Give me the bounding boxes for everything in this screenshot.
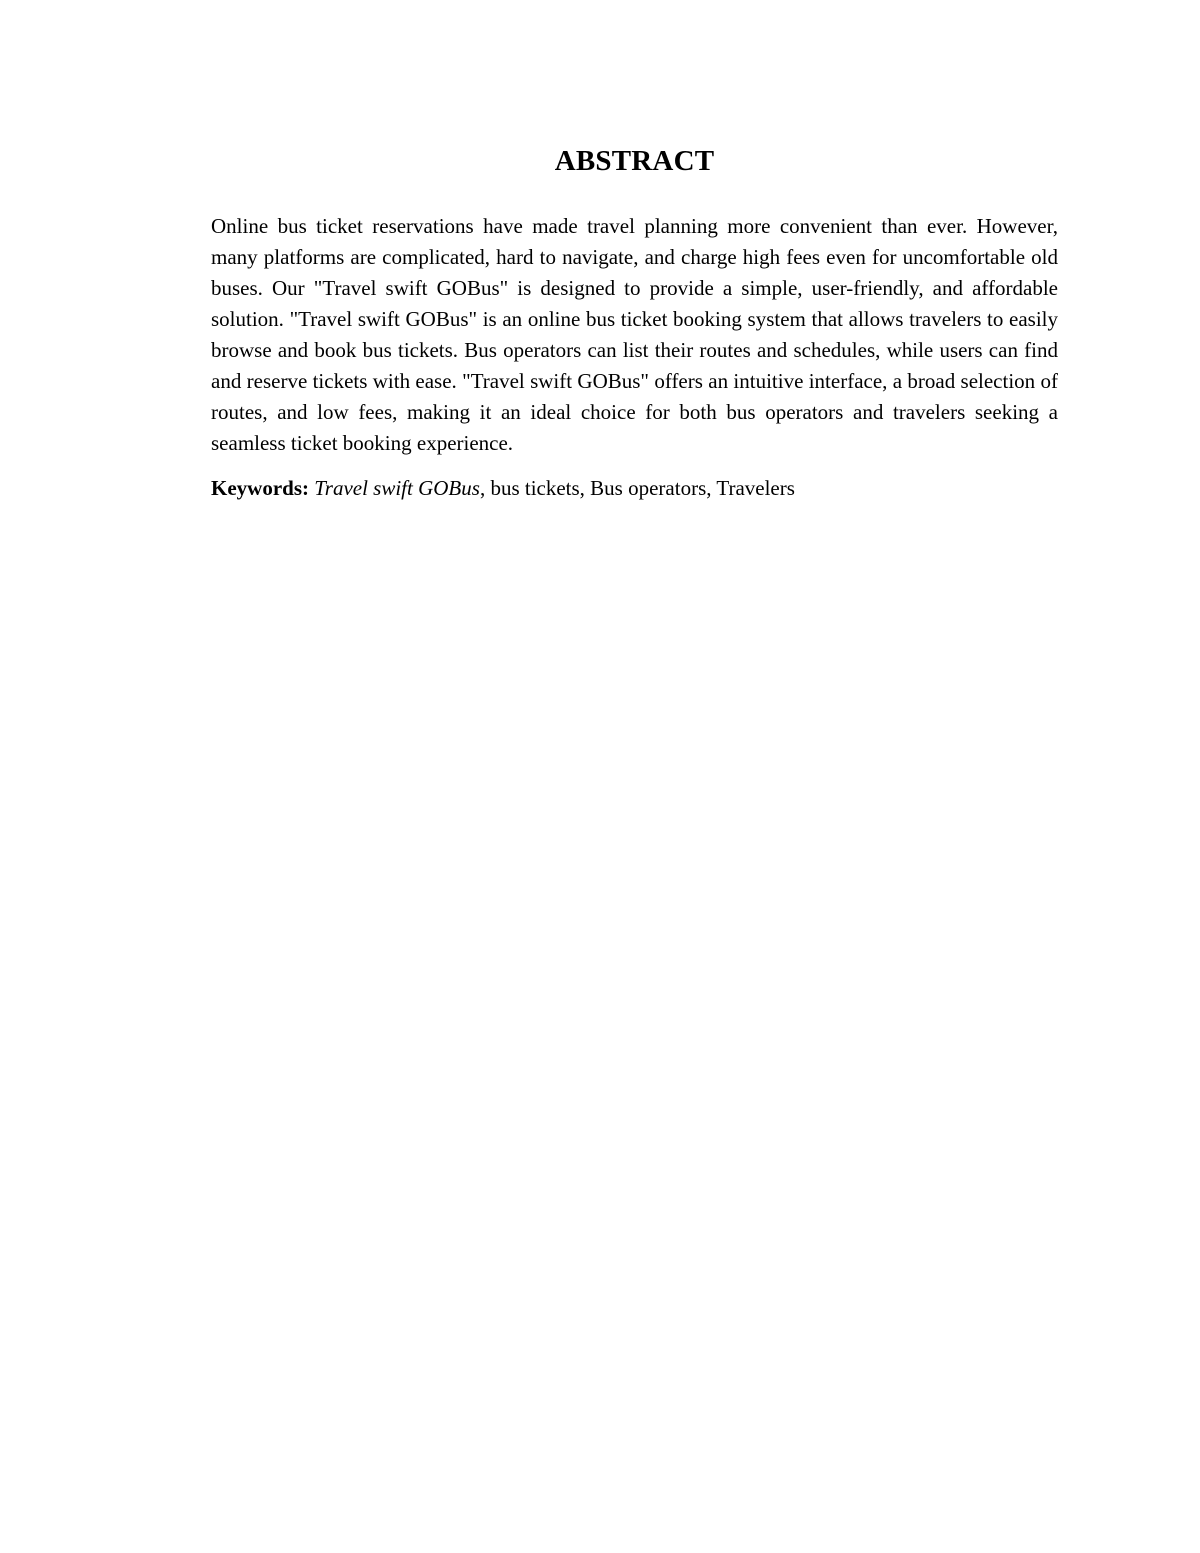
keywords-line <box>211 473 1058 504</box>
abstract-title: ABSTRACT <box>554 145 715 177</box>
abstract-paragraph: Online bus ticket reservations have made travel planning more convenient than ever. However, many platforms are complicated, hard to navigate, and charge high fees even for uncomfortable old buses. Our "Travel swift GOBus" is designed to provide a simple, user-friendly, and affordable solution. "Travel swift GOBus" is an online bus ticket booking system that allows travelers to easily browse and book bus tickets. Bus operators can list their routes and schedules, while users can find and reserve tickets with ease. "Travel swift GOBus" offers an intuitive interface, a broad selection of routes, and low fees, making it an ideal choice for both bus operators and travelers seeking a seamless ticket booking experience. <box>211 214 1058 455</box>
keywords-italic-term: Travel swift GOBus <box>314 476 480 500</box>
keywords-label: Keywords: <box>211 476 309 500</box>
abstract-section <box>211 142 1058 504</box>
keywords-rest: , bus tickets, Bus operators, Travelers <box>479 476 795 500</box>
